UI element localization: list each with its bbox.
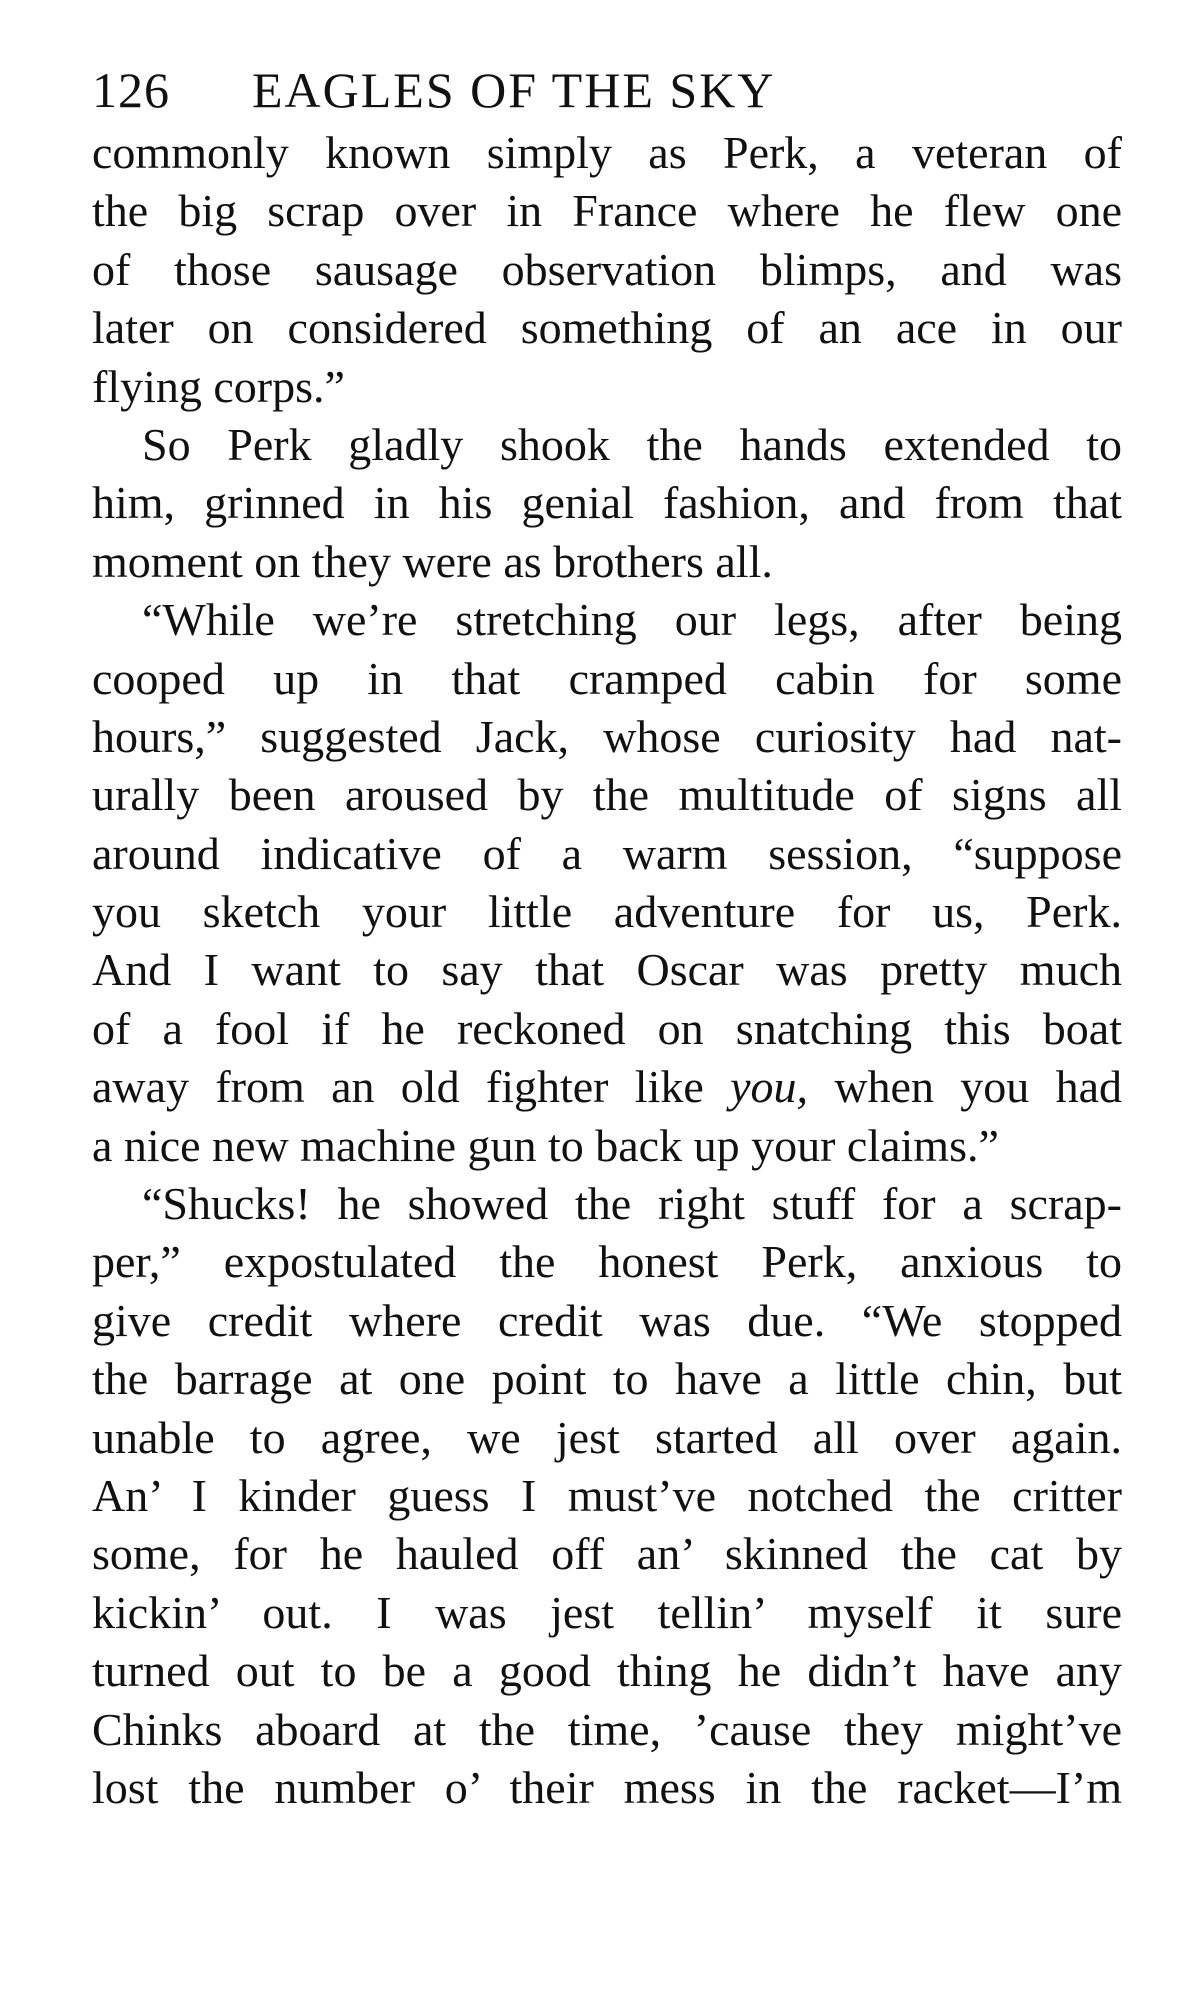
text-line: So Perk gladly shook the hands extended to	[142, 418, 1122, 470]
text-segment: when you had	[808, 1061, 1122, 1113]
text-line: the barrage at one point to have a little chin, but	[92, 1353, 1122, 1405]
text-line: And I want to say that Oscar was pretty much	[92, 944, 1122, 996]
page-number: 126	[92, 62, 170, 118]
text-line: “While we’re stretching our legs, after being	[142, 594, 1122, 646]
text-line: kickin’ out. I was jest tellin’ myself it sure	[92, 1586, 1122, 1638]
text-line	[92, 1058, 1122, 1116]
text-line: later on considered something of an ace in our	[92, 302, 1122, 354]
text-line: you sketch your little adventure for us, Perk.	[92, 886, 1122, 938]
text-line: urally been aroused by the multitude of signs all	[92, 769, 1122, 821]
paragraph	[92, 416, 1122, 591]
text-line: An’ I kinder guess I must’ve notched the critter	[92, 1469, 1122, 1521]
text-line: give credit where credit was due. “We stopped	[92, 1294, 1122, 1346]
text-line: cooped up in that cramped cabin for some	[92, 652, 1122, 704]
running-title: EAGLES OF THE SKY	[252, 62, 776, 118]
paragraph	[92, 1175, 1122, 1817]
text-segment: away from an old fighter like	[92, 1061, 731, 1113]
text-line: commonly known simply as Perk, a veteran of	[92, 127, 1122, 178]
text-line: around indicative of a warm session, “suppose	[92, 827, 1122, 879]
text-line: Chinks aboard at the time, ’cause they might’ve	[92, 1703, 1122, 1755]
text-line: of those sausage observation blimps, and was	[92, 243, 1122, 295]
text-line: turned out to be a good thing he didn’t have any	[92, 1645, 1122, 1697]
text-line: a nice new machine gun to back up your claims.”	[92, 1119, 999, 1171]
text-line: flying corps.”	[92, 360, 345, 412]
text-line: moment on they were as brothers all.	[92, 535, 773, 587]
text-line: unable to agree, we jest started all over again.	[92, 1411, 1122, 1463]
text-line: him, grinned in his genial fashion, and from that	[92, 477, 1122, 529]
body-text	[92, 124, 1122, 1817]
paragraph	[92, 591, 1122, 1175]
text-line: the big scrap over in France where he flew one	[92, 185, 1122, 237]
book-page	[92, 58, 1122, 1817]
text-line: lost the number o’ their mess in the racket—I’m	[92, 1761, 1122, 1813]
text-line: of a fool if he reckoned on snatching this boat	[92, 1002, 1122, 1054]
text-line: “Shucks! he showed the right stuff for a scrap-	[142, 1178, 1122, 1230]
text-line: some, for he hauled off an’ skinned the cat by	[92, 1528, 1122, 1580]
running-head	[92, 58, 1122, 122]
paragraph	[92, 124, 1122, 416]
text-line: per,” expostulated the honest Perk, anxious to	[92, 1236, 1122, 1288]
emphasized-word: you,	[730, 1061, 809, 1113]
text-line: hours,” suggested Jack, whose curiosity had nat-	[92, 710, 1122, 762]
